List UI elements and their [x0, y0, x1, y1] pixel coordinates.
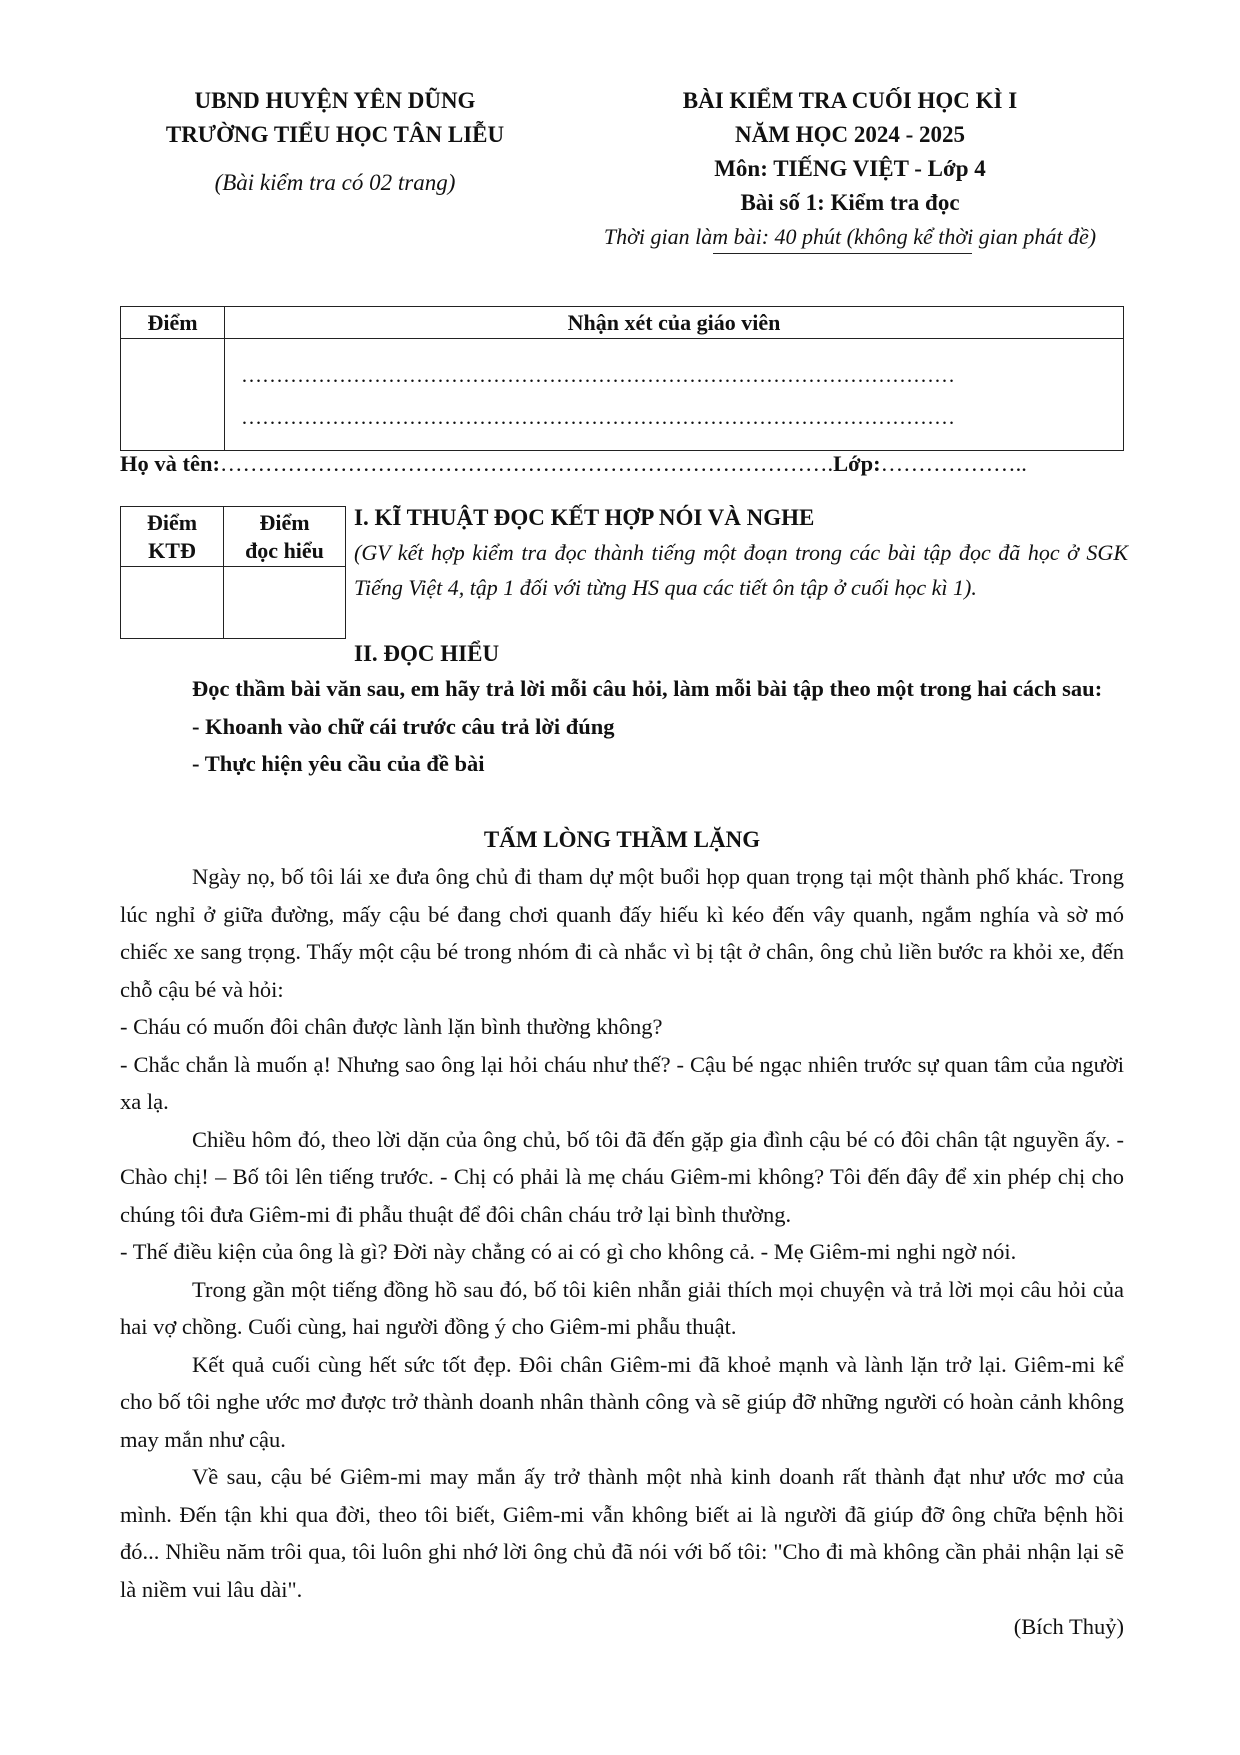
story-author: (Bích Thuỷ)	[1013, 1614, 1124, 1639]
grade-cell[interactable]	[121, 339, 225, 451]
section-1-heading: I. KĨ THUẬT ĐỌC KẾT HỢP NÓI VÀ NGHE	[354, 505, 815, 530]
time-underline	[713, 253, 972, 254]
section-1-note: (GV kết hợp kiểm tra đọc thành tiếng một đoạn trong các bài tập đọc đã học ở SGK Tiếng Việt 4, tập 1 đối với từng HS qua các tiết ôn tập ở cuối học kì 1).	[354, 540, 1128, 600]
comment-dots-2: …………………………………………………………………………………………	[241, 404, 955, 429]
grade-table	[120, 306, 1124, 451]
section-1	[354, 501, 1128, 605]
section-2-heading: II. ĐỌC HIỂU	[354, 641, 500, 666]
class-field[interactable]: ………………..	[880, 451, 1027, 476]
class-label: Lớp:	[833, 451, 881, 476]
exam-part: Bài số 1: Kiểm tra đọc	[740, 190, 960, 215]
teacher-comment-cell[interactable]	[225, 339, 1124, 451]
story-paragraph-4: Chiều hôm đó, theo lời dặn của ông chủ, bố tôi đã đến gặp gia đình cậu bé có đôi chân tật nguyền ấy. - Chào chị! – Bố tôi lên tiếng trước. - Chị có phải là mẹ cháu Giêm-mi không? Tôi đến đây để xin phép chị cho chúng tôi đưa Giêm-mi đi phẫu thuật để đôi chân cháu trở lại bình thường.	[120, 1126, 1124, 1227]
grade-header: Điểm	[121, 307, 225, 339]
story-paragraph-2: - Cháu có muốn đôi chân được lành lặn bình thường không?	[120, 1014, 663, 1039]
school-header	[120, 84, 550, 200]
story-paragraph-1: Ngày nọ, bố tôi lái xe đưa ông chủ đi tham dự một buổi họp quan trọng tại một thành phố khác. Trong lúc nghỉ ở giữa đường, mấy cậu bé đang chơi quanh đấy hiếu kì kéo đến vây quanh, ngắm nghía và sờ mó chiếc xe sang trọng. Thấy một cậu bé trong nhóm đi cà nhắc vì bị tật ở chân, ông chủ liền bước ra khỏi xe, đến chỗ cậu bé và hỏi:	[120, 864, 1124, 1002]
score-table	[120, 506, 346, 639]
subject: Môn: TIẾNG VIỆT - Lớp 4	[714, 156, 986, 181]
school-name: TRƯỜNG TIỂU HỌC TÂN LIỄU	[165, 122, 505, 147]
reading-technique-score-cell[interactable]	[121, 567, 224, 639]
story-paragraph-3: - Chắc chắn là muốn ạ! Nhưng sao ông lại hỏi cháu như thế? - Cậu bé ngạc nhiên trước sự quan tâm của người xa lạ.	[120, 1051, 1124, 1114]
district-name: UBND HUYỆN YÊN DŨNG	[194, 88, 476, 113]
school-year: NĂM HỌC 2024 - 2025	[735, 122, 965, 147]
story-paragraph-7: Kết quả cuối cùng hết sức tốt đẹp. Đôi chân Giêm-mi đã khoẻ mạnh và lành lặn trở lại. Giêm-mi kể cho bố tôi nghe ước mơ được trở thành doanh nhân thành công và sẽ giúp đỡ những người có hoàn cảnh không may mắn như cậu.	[120, 1351, 1124, 1452]
story-title: TẤM LÒNG THẦM LẶNG	[483, 827, 761, 852]
story-paragraph-5: - Thế điều kiện của ông là gì? Đời này chẳng có ai có gì cho không cả. - Mẹ Giêm-mi nghi ngờ nói.	[120, 1239, 1017, 1264]
page-count-note: (Bài kiểm tra có 02 trang)	[214, 170, 456, 195]
reading-technique-score-header: Điểm KTĐ	[121, 507, 224, 567]
name-label: Họ và tên:	[120, 451, 220, 476]
time-limit: Thời gian làm bài: 40 phút (không kể thời gian phát đề)	[603, 224, 1097, 249]
story-paragraph-6: Trong gần một tiếng đồng hồ sau đó, bố tôi kiên nhẫn giải thích mọi chuyện và trả lời mọi câu hỏi của hai vợ chồng. Cuối cùng, hai người đồng ý cho Giêm-mi phẫu thuật.	[120, 1276, 1124, 1339]
reading-comprehension-score-header: Điểm đọc hiểu	[224, 507, 346, 567]
exam-header	[560, 84, 1140, 254]
teacher-comment-header: Nhận xét của giáo viên	[225, 307, 1124, 339]
story-body	[120, 858, 1124, 1646]
comment-dots-1: …………………………………………………………………………………………	[241, 362, 955, 387]
story-paragraph-8: Về sau, cậu bé Giêm-mi may mắn ấy trở thành một nhà kinh doanh rất thành đạt như ước mơ của mình. Đến tận khi qua đời, theo tôi biết, Giêm-mi vẫn không biết ai là người đã giúp đỡ ông chữa bệnh hồi đó... Nhiều năm trôi qua, tôi luôn ghi nhớ lời ông chủ đã nói với bố tôi: "Cho đi mà không cần phải nhận lại sẽ là niềm vui lâu dài".	[120, 1464, 1124, 1602]
section-2-instruction: Đọc thầm bài văn sau, em hãy trả lời mỗi câu hỏi, làm mỗi bài tập theo một trong hai cách sau: - Khoanh vào chữ cái trước câu trả lời đúng - Thực hiện yêu cầu của đề bài	[120, 670, 1124, 783]
name-field[interactable]: ……………………………………………………………………….	[220, 451, 834, 476]
reading-comprehension-score-cell[interactable]	[224, 567, 346, 639]
exam-title: BÀI KIỂM TRA CUỐI HỌC KÌ I	[682, 88, 1018, 113]
option-1: - Khoanh vào chữ cái trước câu trả lời đúng	[192, 713, 615, 739]
student-info-line	[120, 451, 1130, 477]
option-2: - Thực hiện yêu cầu của đề bài	[192, 751, 485, 776]
